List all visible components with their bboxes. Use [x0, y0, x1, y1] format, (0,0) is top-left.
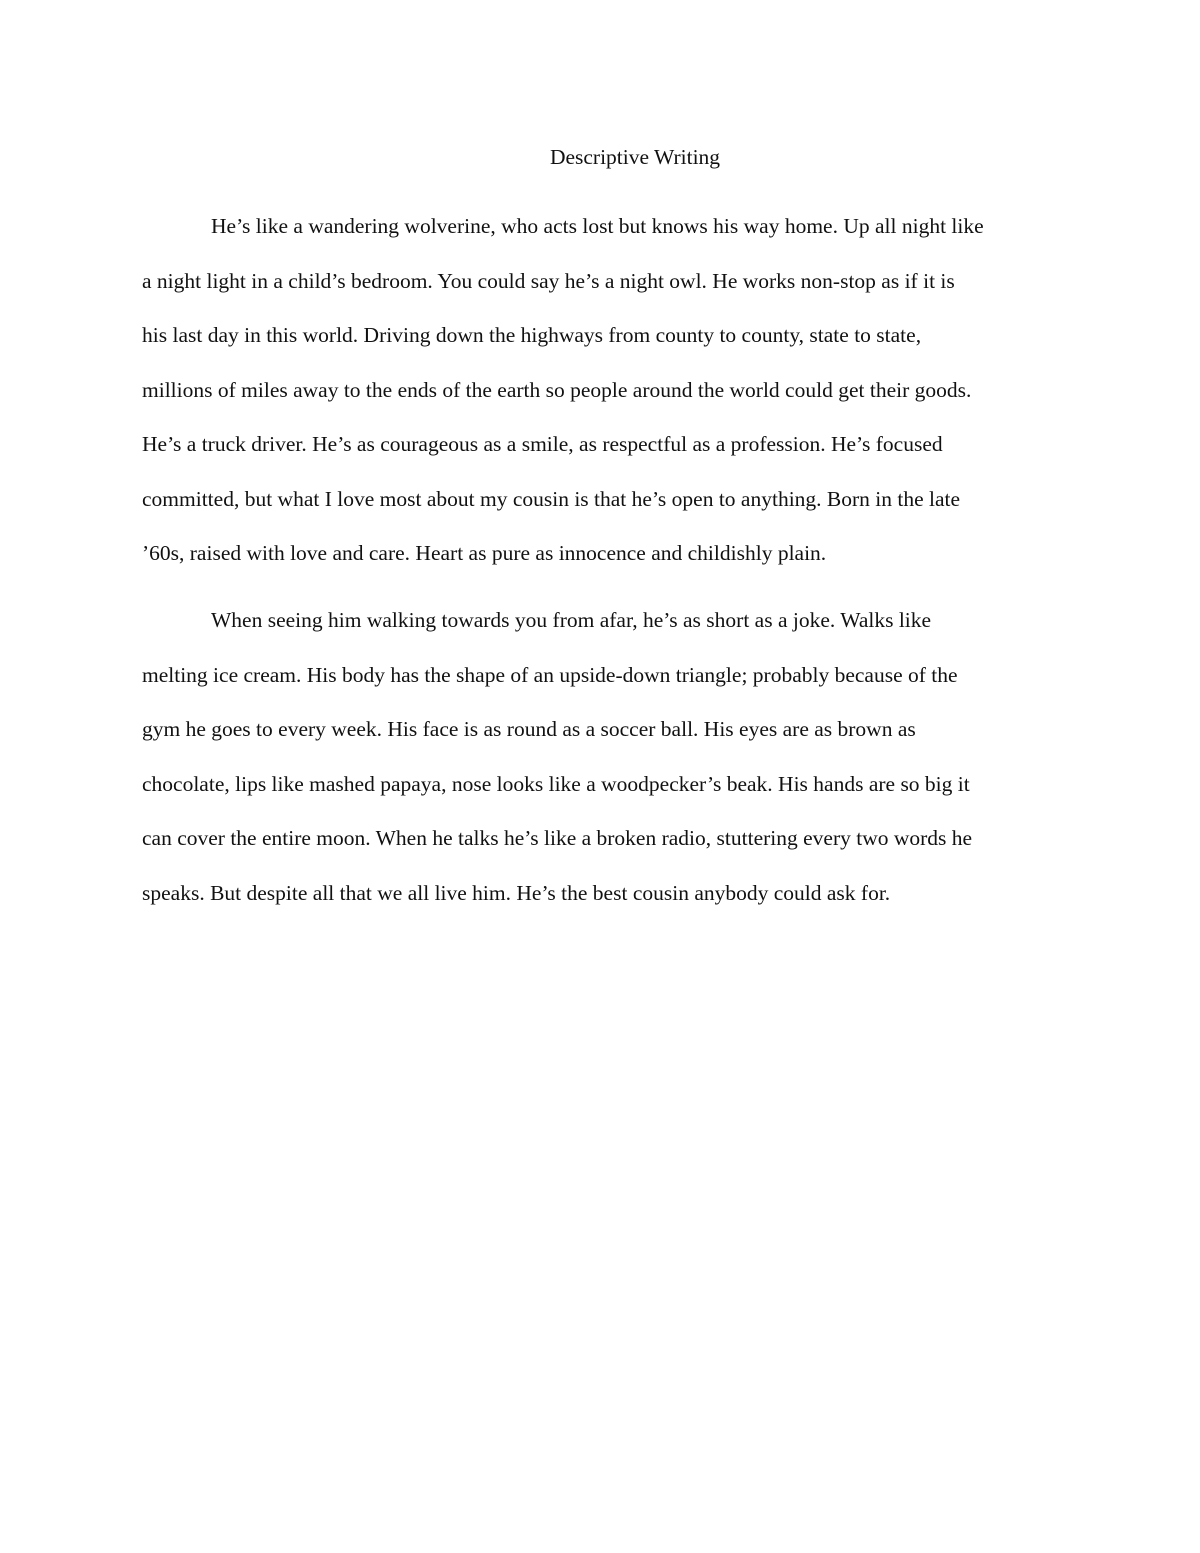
- paragraph-2: [142, 593, 1062, 920]
- paragraph-line: can cover the entire moon. When he talks he’s like a broken radio, stuttering every two words he: [142, 826, 973, 850]
- paragraph-line: millions of miles away to the ends of the earth so people around the world could get their goods.: [142, 377, 972, 402]
- paragraph-line: ’60s, raised with love and care. Heart as pure as innocence and childishly plain.: [142, 541, 827, 565]
- paragraph-1: [142, 199, 1062, 581]
- paragraph-line: He’s like a wandering wolverine, who acts lost but knows his way home. Up all night like: [211, 214, 984, 238]
- paragraph-line: melting ice cream. His body has the shape of an upside-down triangle; probably because of the: [142, 662, 958, 687]
- paragraph-line: a night light in a child’s bedroom. You could say he’s a night owl. He works non-stop as if it is: [142, 268, 955, 293]
- paragraph-line: his last day in this world. Driving down the highways from county to county, state to state,: [142, 323, 922, 347]
- paragraph-line: chocolate, lips like mashed papaya, nose looks like a woodpecker’s beak. His hands are so big it: [142, 771, 970, 796]
- document-title: Descriptive Writing: [549, 145, 721, 169]
- paragraph-line: When seeing him walking towards you from afar, he’s as short as a joke. Walks like: [211, 608, 932, 632]
- paragraph-line: speaks. But despite all that we all live him. He’s the best cousin anybody could ask for.: [142, 880, 891, 905]
- paragraph-line: He’s a truck driver. He’s as courageous as a smile, as respectful as a profession. He’s focused: [142, 432, 943, 456]
- paragraph-line: committed, but what I love most about my cousin is that he’s open to anything. Born in the late: [142, 486, 961, 511]
- paragraph-line: gym he goes to every week. His face is as round as a soccer ball. His eyes are as brown as: [142, 717, 916, 741]
